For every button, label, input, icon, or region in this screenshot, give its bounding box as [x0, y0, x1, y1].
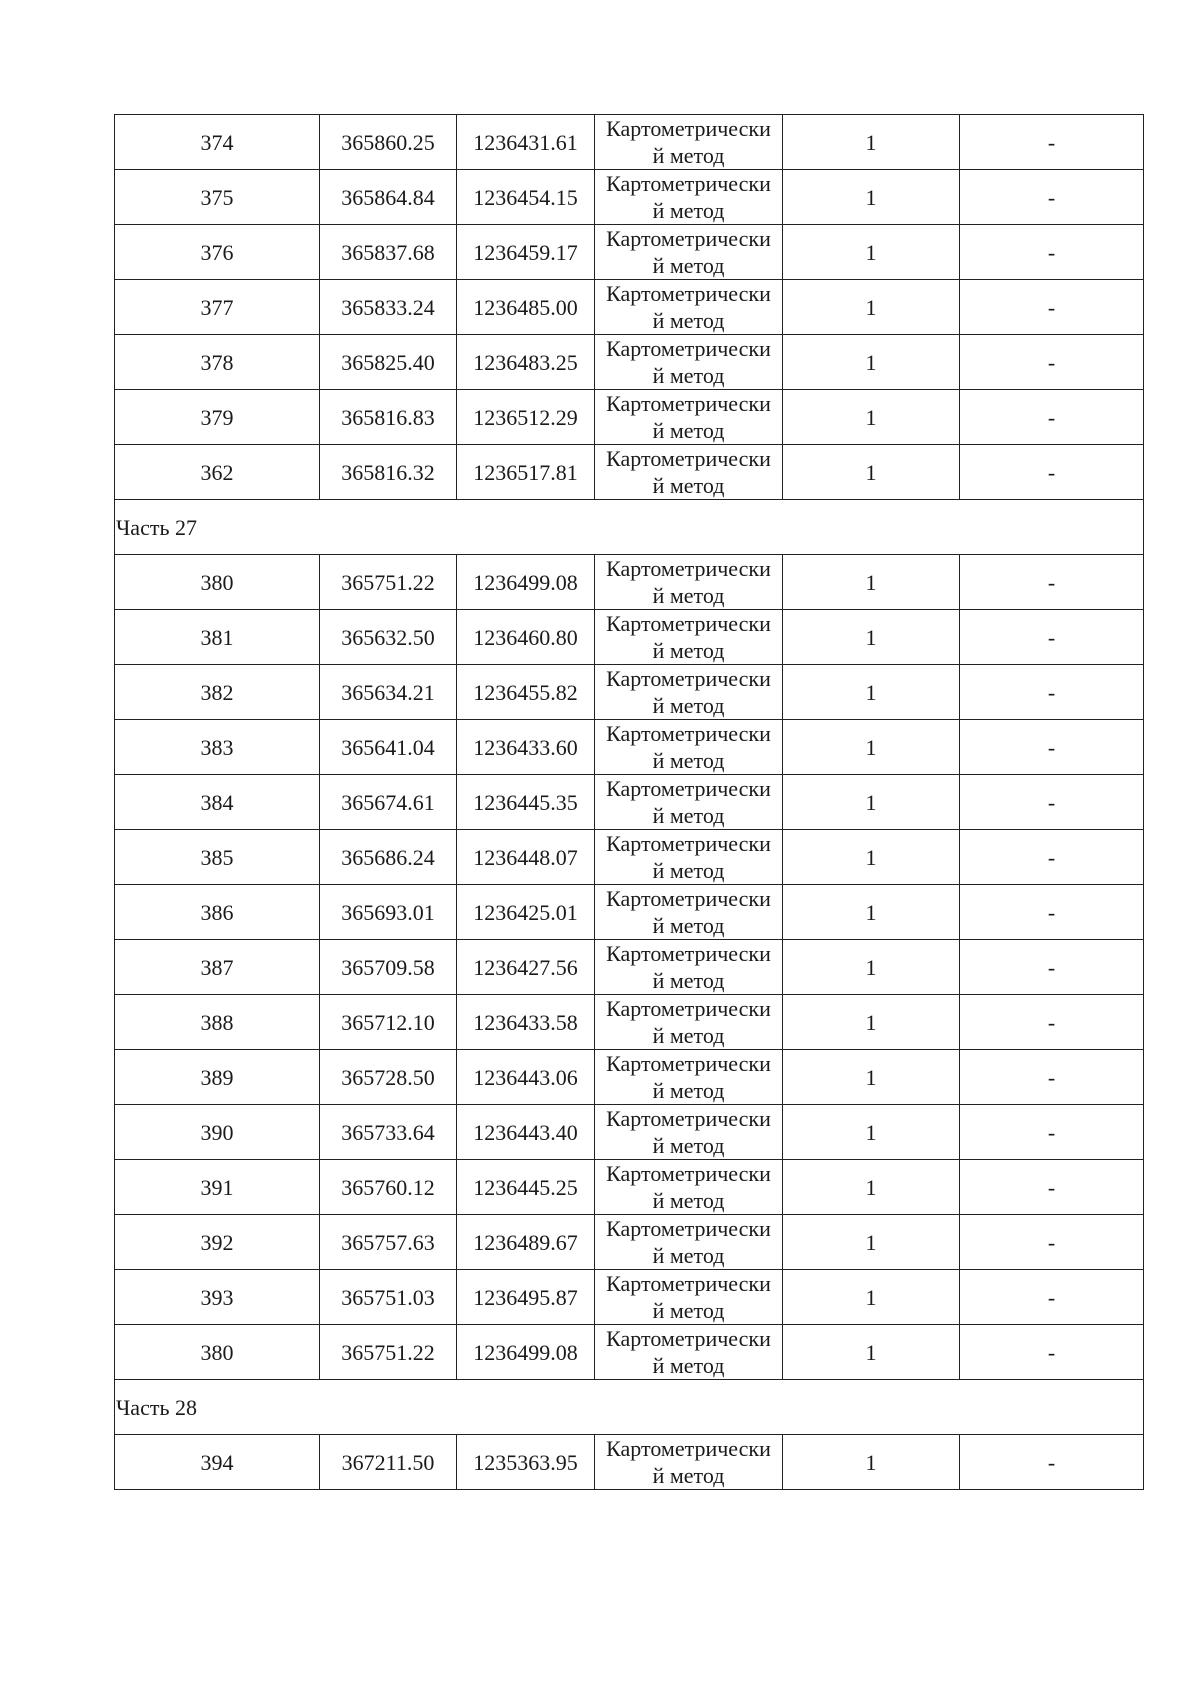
- point-number-cell: 383: [115, 720, 320, 775]
- method-cell: [595, 940, 783, 995]
- table-row: [115, 1215, 1144, 1270]
- point-number-cell: 384: [115, 775, 320, 830]
- method-line-2: й метод: [652, 968, 725, 993]
- method-cell: [595, 995, 783, 1050]
- method-line-1: Картометрически: [606, 391, 771, 416]
- method-line-2: й метод: [652, 1133, 725, 1158]
- y-coordinate-cell: 1236459.17: [457, 225, 595, 280]
- method-cell: [595, 775, 783, 830]
- x-coordinate-cell: 365837.68: [320, 225, 457, 280]
- table-row: [115, 830, 1144, 885]
- method-line-1: Картометрически: [606, 171, 771, 196]
- method-line-2: й метод: [652, 1078, 725, 1103]
- x-coordinate-cell: 367211.50: [320, 1435, 457, 1490]
- accuracy-cell: 1: [783, 1105, 960, 1160]
- method-line-2: й метод: [652, 1243, 725, 1268]
- point-number-cell: 382: [115, 665, 320, 720]
- method-cell: [595, 335, 783, 390]
- y-coordinate-cell: 1236427.56: [457, 940, 595, 995]
- y-coordinate-cell: 1236483.25: [457, 335, 595, 390]
- accuracy-cell: 1: [783, 610, 960, 665]
- note-cell: -: [960, 1105, 1144, 1160]
- method-line-2: й метод: [652, 198, 725, 223]
- method-line-2: й метод: [652, 748, 725, 773]
- point-number-cell: 380: [115, 555, 320, 610]
- method-line-1: Картометрически: [606, 1326, 771, 1351]
- accuracy-cell: 1: [783, 830, 960, 885]
- method-cell: [595, 280, 783, 335]
- method-cell: [595, 1435, 783, 1490]
- table-row: [115, 335, 1144, 390]
- method-line-2: й метод: [652, 473, 725, 498]
- y-coordinate-cell: 1236445.25: [457, 1160, 595, 1215]
- point-number-cell: 394: [115, 1435, 320, 1490]
- method-line-2: й метод: [652, 1298, 725, 1323]
- x-coordinate-cell: 365712.10: [320, 995, 457, 1050]
- point-number-cell: 392: [115, 1215, 320, 1270]
- accuracy-cell: 1: [783, 940, 960, 995]
- point-number-cell: 381: [115, 610, 320, 665]
- point-number-cell: 391: [115, 1160, 320, 1215]
- y-coordinate-cell: 1236448.07: [457, 830, 595, 885]
- table-row: [115, 170, 1144, 225]
- method-line-1: Картометрически: [606, 996, 771, 1021]
- method-cell: [595, 225, 783, 280]
- method-line-2: й метод: [652, 913, 725, 938]
- table-row: [115, 1435, 1144, 1490]
- x-coordinate-cell: 365760.12: [320, 1160, 457, 1215]
- accuracy-cell: 1: [783, 225, 960, 280]
- y-coordinate-cell: 1235363.95: [457, 1435, 595, 1490]
- method-line-1: Картометрически: [606, 1106, 771, 1131]
- method-line-2: й метод: [652, 693, 725, 718]
- accuracy-cell: 1: [783, 445, 960, 500]
- accuracy-cell: 1: [783, 1435, 960, 1490]
- method-line-1: Картометрически: [606, 886, 771, 911]
- method-line-2: й метод: [652, 1023, 725, 1048]
- method-line-2: й метод: [652, 638, 725, 663]
- method-cell: [595, 1105, 783, 1160]
- y-coordinate-cell: 1236485.00: [457, 280, 595, 335]
- note-cell: -: [960, 335, 1144, 390]
- point-number-cell: 388: [115, 995, 320, 1050]
- x-coordinate-cell: 365632.50: [320, 610, 457, 665]
- x-coordinate-cell: 365641.04: [320, 720, 457, 775]
- y-coordinate-cell: 1236489.67: [457, 1215, 595, 1270]
- note-cell: -: [960, 775, 1144, 830]
- method-cell: [595, 1215, 783, 1270]
- point-number-cell: 386: [115, 885, 320, 940]
- table-row: [115, 1105, 1144, 1160]
- y-coordinate-cell: 1236445.35: [457, 775, 595, 830]
- method-cell: [595, 115, 783, 170]
- note-cell: -: [960, 445, 1144, 500]
- note-cell: -: [960, 115, 1144, 170]
- point-number-cell: 375: [115, 170, 320, 225]
- x-coordinate-cell: 365864.84: [320, 170, 457, 225]
- x-coordinate-cell: 365757.63: [320, 1215, 457, 1270]
- method-line-1: Картометрически: [606, 666, 771, 691]
- method-line-2: й метод: [652, 1463, 725, 1488]
- method-cell: [595, 830, 783, 885]
- y-coordinate-cell: 1236495.87: [457, 1270, 595, 1325]
- x-coordinate-cell: 365693.01: [320, 885, 457, 940]
- method-line-1: Картометрически: [606, 1216, 771, 1241]
- y-coordinate-cell: 1236431.61: [457, 115, 595, 170]
- table-row: [115, 115, 1144, 170]
- part-label: Часть 28: [115, 1380, 1144, 1435]
- accuracy-cell: 1: [783, 1325, 960, 1380]
- method-cell: [595, 390, 783, 445]
- table-row: [115, 1050, 1144, 1105]
- table-row: [115, 445, 1144, 500]
- part-header-row: [115, 1380, 1144, 1435]
- accuracy-cell: 1: [783, 170, 960, 225]
- y-coordinate-cell: 1236460.80: [457, 610, 595, 665]
- method-cell: [595, 1160, 783, 1215]
- y-coordinate-cell: 1236425.01: [457, 885, 595, 940]
- table-row: [115, 720, 1144, 775]
- x-coordinate-cell: 365833.24: [320, 280, 457, 335]
- method-line-2: й метод: [652, 253, 725, 278]
- coordinates-table-body: [115, 115, 1144, 1490]
- accuracy-cell: 1: [783, 665, 960, 720]
- method-line-1: Картометрически: [606, 1436, 771, 1461]
- table-row: [115, 885, 1144, 940]
- table-row: [115, 1270, 1144, 1325]
- x-coordinate-cell: 365816.32: [320, 445, 457, 500]
- point-number-cell: 385: [115, 830, 320, 885]
- x-coordinate-cell: 365751.03: [320, 1270, 457, 1325]
- method-line-2: й метод: [652, 363, 725, 388]
- note-cell: -: [960, 225, 1144, 280]
- table-row: [115, 225, 1144, 280]
- note-cell: -: [960, 1270, 1144, 1325]
- y-coordinate-cell: 1236433.60: [457, 720, 595, 775]
- table-row: [115, 1325, 1144, 1380]
- point-number-cell: 377: [115, 280, 320, 335]
- table-row: [115, 995, 1144, 1050]
- note-cell: -: [960, 995, 1144, 1050]
- note-cell: -: [960, 885, 1144, 940]
- method-cell: [595, 1270, 783, 1325]
- method-line-2: й метод: [652, 418, 725, 443]
- accuracy-cell: 1: [783, 1215, 960, 1270]
- x-coordinate-cell: 365816.83: [320, 390, 457, 445]
- note-cell: -: [960, 720, 1144, 775]
- point-number-cell: 390: [115, 1105, 320, 1160]
- accuracy-cell: 1: [783, 1050, 960, 1105]
- accuracy-cell: 1: [783, 115, 960, 170]
- method-cell: [595, 170, 783, 225]
- accuracy-cell: 1: [783, 335, 960, 390]
- method-line-1: Картометрически: [606, 611, 771, 636]
- note-cell: -: [960, 280, 1144, 335]
- method-line-2: й метод: [652, 1188, 725, 1213]
- method-line-1: Картометрически: [606, 721, 771, 746]
- part-header-row: [115, 500, 1144, 555]
- table-row: [115, 940, 1144, 995]
- method-line-1: Картометрически: [606, 446, 771, 471]
- x-coordinate-cell: 365634.21: [320, 665, 457, 720]
- table-row: [115, 555, 1144, 610]
- note-cell: -: [960, 1435, 1144, 1490]
- y-coordinate-cell: 1236433.58: [457, 995, 595, 1050]
- method-line-1: Картометрически: [606, 941, 771, 966]
- y-coordinate-cell: 1236499.08: [457, 1325, 595, 1380]
- point-number-cell: 380: [115, 1325, 320, 1380]
- point-number-cell: 393: [115, 1270, 320, 1325]
- note-cell: -: [960, 830, 1144, 885]
- method-line-1: Картометрически: [606, 1271, 771, 1296]
- x-coordinate-cell: 365860.25: [320, 115, 457, 170]
- note-cell: -: [960, 170, 1144, 225]
- note-cell: -: [960, 390, 1144, 445]
- y-coordinate-cell: 1236517.81: [457, 445, 595, 500]
- method-line-1: Картометрически: [606, 336, 771, 361]
- method-line-1: Картометрически: [606, 1051, 771, 1076]
- note-cell: -: [960, 1325, 1144, 1380]
- accuracy-cell: 1: [783, 280, 960, 335]
- note-cell: -: [960, 610, 1144, 665]
- point-number-cell: 379: [115, 390, 320, 445]
- note-cell: -: [960, 1050, 1144, 1105]
- method-cell: [595, 885, 783, 940]
- method-cell: [595, 445, 783, 500]
- accuracy-cell: 1: [783, 1160, 960, 1215]
- x-coordinate-cell: 365728.50: [320, 1050, 457, 1105]
- y-coordinate-cell: 1236443.06: [457, 1050, 595, 1105]
- table-row: [115, 610, 1144, 665]
- y-coordinate-cell: 1236512.29: [457, 390, 595, 445]
- method-line-1: Картометрически: [606, 281, 771, 306]
- note-cell: -: [960, 940, 1144, 995]
- method-cell: [595, 610, 783, 665]
- note-cell: -: [960, 665, 1144, 720]
- coordinates-table: [114, 114, 1144, 1490]
- method-cell: [595, 665, 783, 720]
- table-row: [115, 775, 1144, 830]
- method-cell: [595, 1325, 783, 1380]
- method-line-2: й метод: [652, 858, 725, 883]
- accuracy-cell: 1: [783, 1270, 960, 1325]
- x-coordinate-cell: 365733.64: [320, 1105, 457, 1160]
- method-line-1: Картометрически: [606, 226, 771, 251]
- accuracy-cell: 1: [783, 720, 960, 775]
- method-cell: [595, 555, 783, 610]
- x-coordinate-cell: 365751.22: [320, 1325, 457, 1380]
- method-line-2: й метод: [652, 143, 725, 168]
- table-row: [115, 390, 1144, 445]
- table-row: [115, 280, 1144, 335]
- y-coordinate-cell: 1236443.40: [457, 1105, 595, 1160]
- method-line-1: Картометрически: [606, 116, 771, 141]
- x-coordinate-cell: 365825.40: [320, 335, 457, 390]
- point-number-cell: 374: [115, 115, 320, 170]
- x-coordinate-cell: 365751.22: [320, 555, 457, 610]
- method-line-2: й метод: [652, 583, 725, 608]
- y-coordinate-cell: 1236499.08: [457, 555, 595, 610]
- method-cell: [595, 1050, 783, 1105]
- part-label: Часть 27: [115, 500, 1144, 555]
- method-line-1: Картометрически: [606, 831, 771, 856]
- accuracy-cell: 1: [783, 995, 960, 1050]
- note-cell: -: [960, 555, 1144, 610]
- note-cell: -: [960, 1160, 1144, 1215]
- method-line-2: й метод: [652, 308, 725, 333]
- method-line-1: Картометрически: [606, 1161, 771, 1186]
- method-line-2: й метод: [652, 1353, 725, 1378]
- accuracy-cell: 1: [783, 885, 960, 940]
- method-cell: [595, 720, 783, 775]
- accuracy-cell: 1: [783, 775, 960, 830]
- point-number-cell: 376: [115, 225, 320, 280]
- method-line-1: Картометрически: [606, 556, 771, 581]
- point-number-cell: 387: [115, 940, 320, 995]
- accuracy-cell: 1: [783, 555, 960, 610]
- x-coordinate-cell: 365709.58: [320, 940, 457, 995]
- y-coordinate-cell: 1236455.82: [457, 665, 595, 720]
- x-coordinate-cell: 365674.61: [320, 775, 457, 830]
- point-number-cell: 389: [115, 1050, 320, 1105]
- point-number-cell: 362: [115, 445, 320, 500]
- note-cell: -: [960, 1215, 1144, 1270]
- x-coordinate-cell: 365686.24: [320, 830, 457, 885]
- accuracy-cell: 1: [783, 390, 960, 445]
- method-line-2: й метод: [652, 803, 725, 828]
- y-coordinate-cell: 1236454.15: [457, 170, 595, 225]
- method-line-1: Картометрически: [606, 776, 771, 801]
- table-row: [115, 1160, 1144, 1215]
- table-row: [115, 665, 1144, 720]
- point-number-cell: 378: [115, 335, 320, 390]
